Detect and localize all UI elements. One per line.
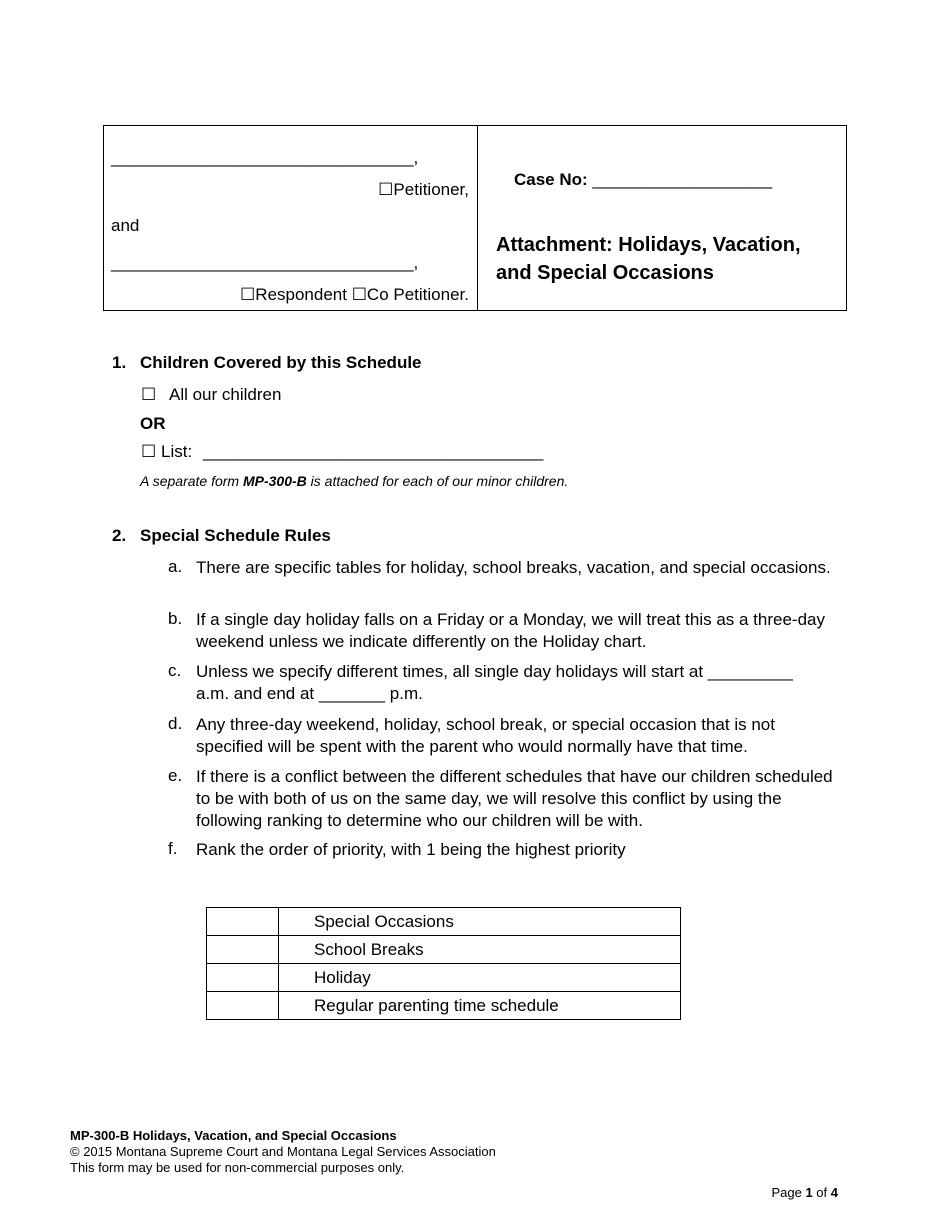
rank-input-cell[interactable] (207, 992, 279, 1020)
rule-d-text: Any three-day weekend, holiday, school break, or special occasion that is not specified will be spent with the parent who would normally have that time. (196, 715, 775, 756)
note-suffix: is attached for each of our minor children. (306, 473, 569, 489)
rank-input-cell[interactable] (207, 964, 279, 992)
list-children-line[interactable]: ____________________________________ (202, 442, 544, 461)
rule-c-text[interactable]: Unless we specify different times, all single day holidays will start at _________ a.m. and end at _______ p.m. (196, 662, 793, 703)
all-children-label: All our children (168, 385, 282, 404)
rank-input-cell[interactable] (207, 908, 279, 936)
rule-b-letter: b. (168, 609, 183, 628)
page-word: Page (771, 1185, 806, 1200)
document-title (496, 231, 801, 287)
option-list-children[interactable] (141, 442, 543, 462)
note-prefix: A separate form (140, 473, 243, 489)
rule-e-letter: e. (168, 766, 183, 785)
page-footer (70, 1128, 496, 1176)
page-total: 4 (830, 1185, 838, 1200)
rule-b-text: If a single day holiday falls on a Friday or a Monday, we will treat this as a three-day weekend unless we indicate differently on the Holiday chart. (196, 610, 825, 651)
rule-f-letter: f. (168, 839, 178, 858)
option-all-children[interactable] (141, 385, 281, 405)
case-number-field[interactable] (514, 170, 772, 190)
and-label: and (111, 216, 140, 235)
note-form-id: MP-300-B (242, 473, 307, 489)
footer-usage: This form may be used for non-commercial purposes only. (70, 1160, 405, 1175)
section-2-number: 2. (112, 526, 127, 545)
rule-f-text: Rank the order of priority, with 1 being the highest priority (196, 840, 626, 859)
section-2-heading: Special Schedule Rules (140, 526, 331, 545)
all-children-checkbox[interactable]: ☐ (141, 385, 157, 404)
rank-input-cell[interactable] (207, 936, 279, 964)
rule-d-letter: d. (168, 714, 183, 733)
rule-c-letter: c. (168, 661, 182, 680)
section-1-heading: Children Covered by this Schedule (140, 353, 422, 372)
rule-e-text: If there is a conflict between the different schedules that have our children scheduled to be with both of us on the same day, we will resolve this conflict by using the following ranking to determine who our children will be with. (196, 767, 833, 830)
page-current: 1 (805, 1185, 813, 1200)
footer-copyright: © 2015 Montana Supreme Court and Montana Legal Services Association (70, 1144, 496, 1159)
document-title-line-1: Attachment: Holidays, Vacation, (496, 234, 801, 256)
list-label: List: (160, 442, 193, 461)
rank-label-cell: School Breaks (279, 936, 681, 964)
page-number (771, 1185, 838, 1200)
rank-label-cell: Holiday (279, 964, 681, 992)
list-checkbox[interactable]: ☐ (141, 442, 157, 461)
document-title-line-2: and Special Occasions (496, 262, 714, 284)
respondent-name-line[interactable]: ________________________________, (111, 253, 419, 272)
petitioner-name-line[interactable]: ________________________________, (111, 148, 419, 167)
priority-ranking-table (206, 907, 681, 1020)
rank-label-cell: Special Occasions (279, 908, 681, 936)
or-label: OR (140, 414, 166, 433)
case-number-line[interactable]: ___________________ (592, 170, 773, 189)
rank-label-cell: Regular parenting time schedule (279, 992, 681, 1020)
section-1-number: 1. (112, 353, 127, 372)
page-of: of (812, 1185, 831, 1200)
separate-form-note (140, 473, 568, 489)
case-number-label: Case No: (514, 170, 588, 189)
rule-a-text: There are specific tables for holiday, school breaks, vacation, and special occasions. (196, 558, 831, 577)
table-row (207, 908, 681, 936)
footer-form-title: MP-300-B Holidays, Vacation, and Special Occasions (70, 1128, 397, 1143)
table-row (207, 936, 681, 964)
caption-divider (477, 125, 478, 311)
table-row (207, 964, 681, 992)
rule-a-letter: a. (168, 557, 183, 576)
petitioner-checkbox-label[interactable]: ☐Petitioner, (378, 180, 469, 199)
table-row (207, 992, 681, 1020)
respondent-checkbox-label[interactable]: ☐Respondent ☐Co Petitioner. (240, 285, 469, 304)
